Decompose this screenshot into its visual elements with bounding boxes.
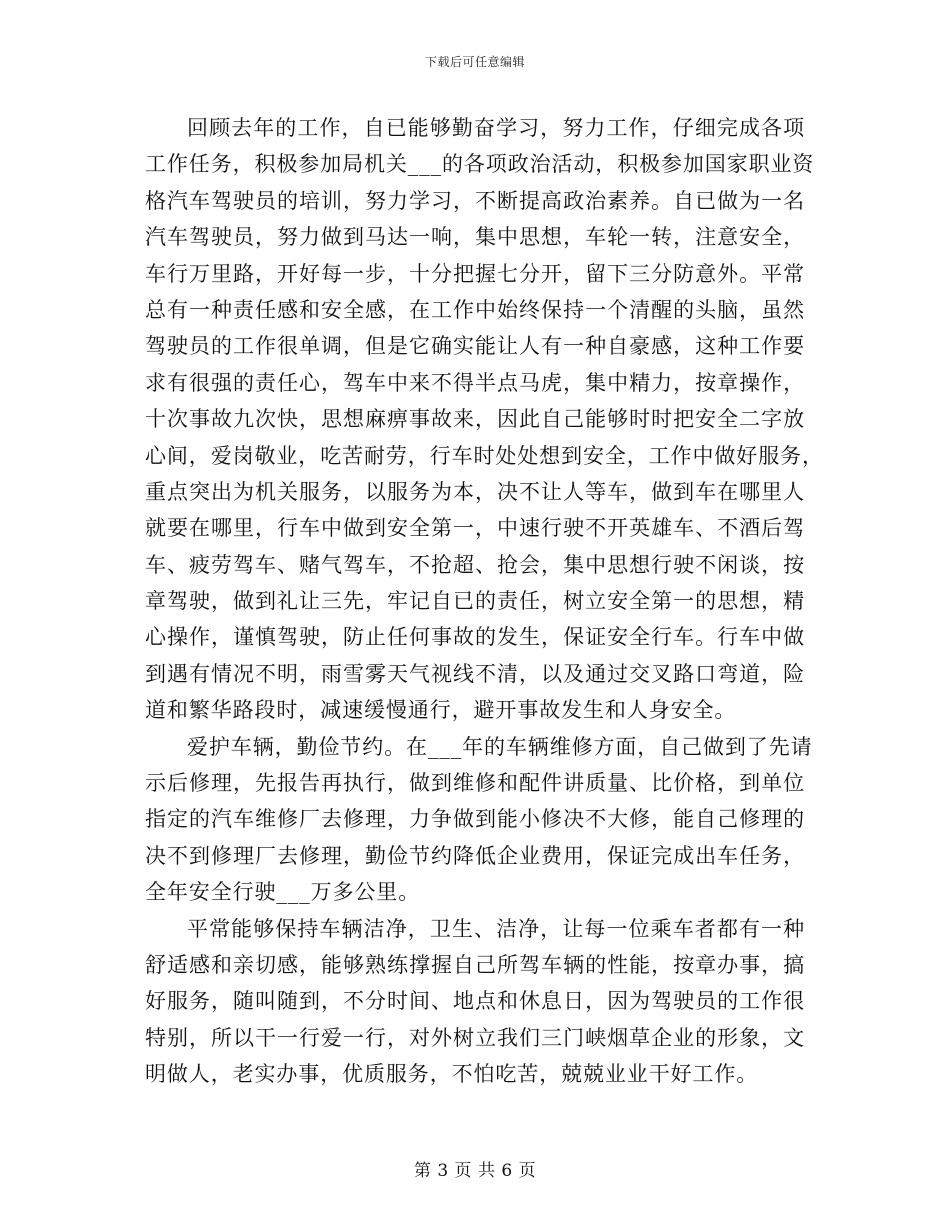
text-line: 示后修理，先报告再执行，做到维修和配件讲质量、比价格，到单位 bbox=[145, 771, 805, 796]
text-line: 重点突出为机关服务，以服务为本，决不让人等车，做到车在哪里人 bbox=[145, 479, 805, 504]
text-line: 特别，所以干一行爱一行，对外树立我们三门峡烟草企业的形象，文 bbox=[145, 1025, 805, 1050]
text-line: 心间，爱岗敬业，吃苦耐劳，行车时处处想到安全，工作中做好服务， bbox=[145, 443, 824, 468]
text-line: 总有一种责任感和安全感，在工作中始终保持一个清醒的头脑，虽然 bbox=[145, 297, 805, 322]
text-line: 心操作，谨慎驾驶，防止任何事故的发生，保证安全行车。行车中做 bbox=[145, 625, 805, 650]
page-header: 下载后可任意编辑 bbox=[424, 55, 525, 69]
text-line: 指定的汽车维修厂去修理，力争做到能小修决不大修，能自己修理的 bbox=[145, 807, 805, 832]
text-line: 到遇有情况不明，雨雪雾天气视线不清，以及通过交叉路口弯道，险 bbox=[145, 661, 805, 686]
text-line: 章驾驶，做到礼让三先，牢记自已的责任，树立安全第一的思想，精 bbox=[145, 589, 805, 614]
text-line: 车行万里路，开好每一步，十分把握七分开，留下三分防意外。平常 bbox=[145, 261, 805, 286]
text-line: 回顾去年的工作，自已能够勤奋学习，努力工作，仔细完成各项 bbox=[187, 116, 805, 140]
text-line: 决不到修理厂去修理，勤俭节约降低企业费用，保证完成出车任务， bbox=[145, 843, 805, 868]
page-footer: 第 3 页 共 6 页 bbox=[413, 1161, 537, 1181]
text-line: 驾驶员的工作很单调，但是它确实能让人有一种自豪感，这种工作要 bbox=[145, 334, 805, 359]
paragraph-driving-safety bbox=[145, 110, 824, 729]
text-line: 汽车驾驶员，努力做到马达一响，集中思想，车轮一转，注意安全， bbox=[145, 225, 805, 250]
text-line: 十次事故九次快，思想麻痹事故来，因此自己能够时时把安全二字放 bbox=[145, 407, 805, 432]
text-line: 格汽车驾驶员的培训，努力学习，不断提高政治素养。自已做为一名 bbox=[145, 188, 805, 213]
text-line: 平常能够保持车辆洁净，卫生、洁净，让每一位乘车者都有一种 bbox=[187, 916, 805, 941]
paragraph-service-attitude bbox=[145, 911, 805, 1093]
text-line: 全年安全行驶___万多公里。 bbox=[145, 880, 421, 905]
text-line: 工作任务，积极参加局机关___的各项政治活动，积极参加国家职业资 bbox=[145, 152, 815, 177]
text-line: 好服务，随叫随到，不分时间、地点和休息日，因为驾驶员的工作很 bbox=[145, 989, 805, 1014]
text-line: 舒适感和亲切感，能够熟练撑握自己所驾车辆的性能，按章办事，搞 bbox=[145, 952, 805, 977]
text-line: 求有很强的责任心，驾车中来不得半点马虎，集中精力，按章操作， bbox=[145, 370, 805, 395]
text-line: 道和繁华路段时，减速缓慢通行，避开事故发生和人身安全。 bbox=[145, 698, 737, 723]
document-body bbox=[145, 110, 824, 1093]
paragraph-vehicle-maintenance bbox=[145, 729, 813, 911]
text-line: 明做人，老实办事，优质服务，不怕吃苦，兢兢业业干好工作。 bbox=[145, 1062, 759, 1087]
text-line: 爱护车辆，勤俭节约。在___年的车辆维修方面，自己做到了先请 bbox=[187, 734, 813, 759]
text-line: 车、疲劳驾车、赌气驾车，不抢超、抢会，集中思想行驶不闲谈，按 bbox=[145, 552, 805, 577]
text-line: 就要在哪里，行车中做到安全第一，中速行驶不开英雄车、不酒后驾 bbox=[145, 516, 805, 541]
